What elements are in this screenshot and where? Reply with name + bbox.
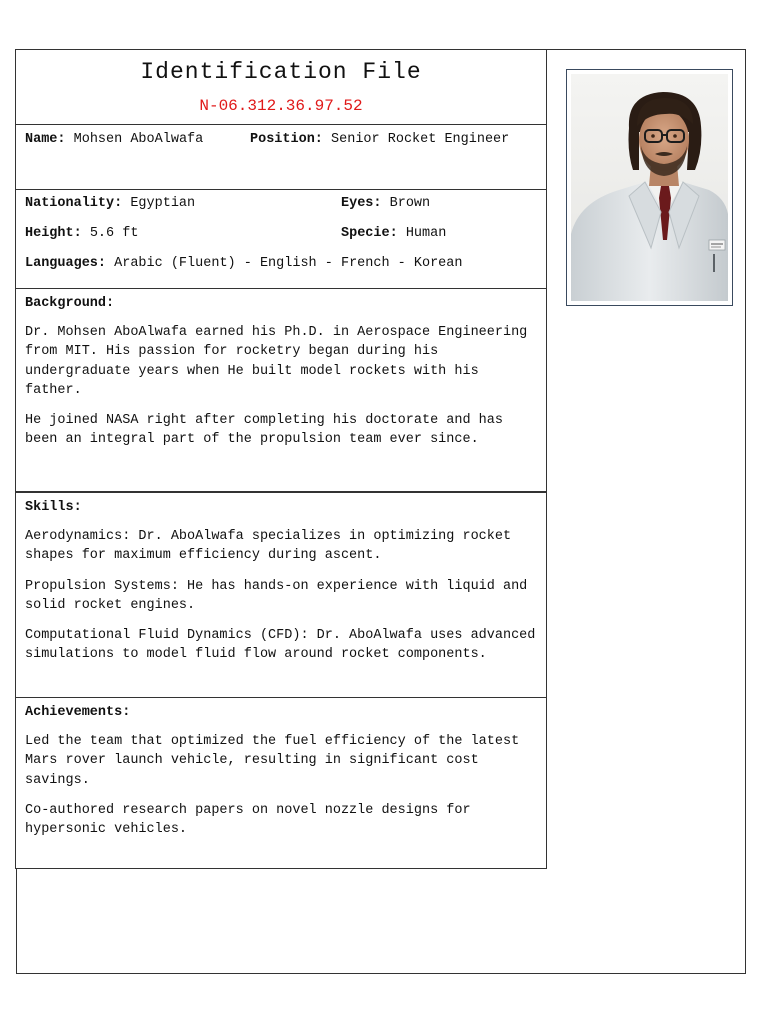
height-label: Height:: [25, 226, 82, 241]
skill-paragraph: Propulsion Systems: He has hands-on experience with liquid and solid rocket engines.: [25, 578, 528, 613]
portrait-photo-frame: [566, 69, 733, 306]
nationality-value: Egyptian: [130, 196, 196, 211]
name-value: Mohsen AboAlwafa: [73, 132, 204, 147]
skill-paragraph: Computational Fluid Dynamics (CFD): Dr. AboAlwafa uses advanced simulations to model fluid flow around rocket components.: [25, 628, 536, 663]
background-heading: Background:: [25, 296, 115, 311]
skills-heading: Skills:: [25, 500, 82, 515]
document-title: Identification File: [140, 59, 422, 85]
specie-label: Specie:: [341, 226, 398, 241]
identification-card: [15, 49, 547, 869]
position-label: Position:: [250, 132, 323, 147]
name-field: [25, 131, 250, 148]
achievements-section: [16, 698, 546, 839]
details-row-1: [25, 195, 537, 212]
background-paragraph: Dr. Mohsen AboAlwafa earned his Ph.D. in Aerospace Engineering from MIT. His passion for rocketry began during his undergraduate years when He built model rockets with his father.: [25, 325, 528, 398]
skills-section: [16, 492, 546, 698]
languages-label: Languages:: [25, 256, 107, 271]
position-field: [250, 131, 509, 148]
identity-row: [25, 131, 537, 148]
nationality-field: [25, 195, 341, 212]
position-value: Senior Rocket Engineer: [331, 132, 510, 147]
portrait-photo: [571, 74, 728, 301]
eyes-field: [341, 195, 430, 212]
achievement-paragraph: Co-authored research papers on novel nozzle designs for hypersonic vehicles.: [25, 802, 471, 838]
achievements-heading: Achievements:: [25, 705, 131, 720]
achievement-paragraph: Led the team that optimized the fuel efficiency of the latest Mars rover launch vehicle, resulting in significant cost savings.: [25, 734, 520, 788]
eyes-value: Brown: [389, 196, 431, 211]
identity-section: [16, 125, 546, 190]
languages-field: [25, 255, 462, 272]
background-section: [16, 289, 546, 492]
nationality-label: Nationality:: [25, 196, 123, 211]
details-section: [16, 190, 546, 289]
skill-paragraph: Aerodynamics: Dr. AboAlwafa specializes in optimizing rocket shapes for maximum efficiency during ascent.: [25, 529, 512, 564]
title-section: [16, 50, 546, 125]
name-label: Name:: [25, 132, 66, 147]
height-value: 5.6 ft: [89, 226, 139, 241]
eyes-label: Eyes:: [341, 196, 382, 211]
specie-field: [341, 225, 446, 242]
languages-value: Arabic (Fluent) - English - French - Korean: [114, 256, 463, 271]
details-row-3: [25, 255, 537, 272]
file-number: N-06.312.36.97.52: [199, 97, 363, 115]
details-row-2: [25, 225, 537, 242]
height-field: [25, 225, 341, 242]
specie-value: Human: [405, 226, 447, 241]
background-paragraph: He joined NASA right after completing his doctorate and has been an integral part of the propulsion team ever since.: [25, 413, 503, 448]
